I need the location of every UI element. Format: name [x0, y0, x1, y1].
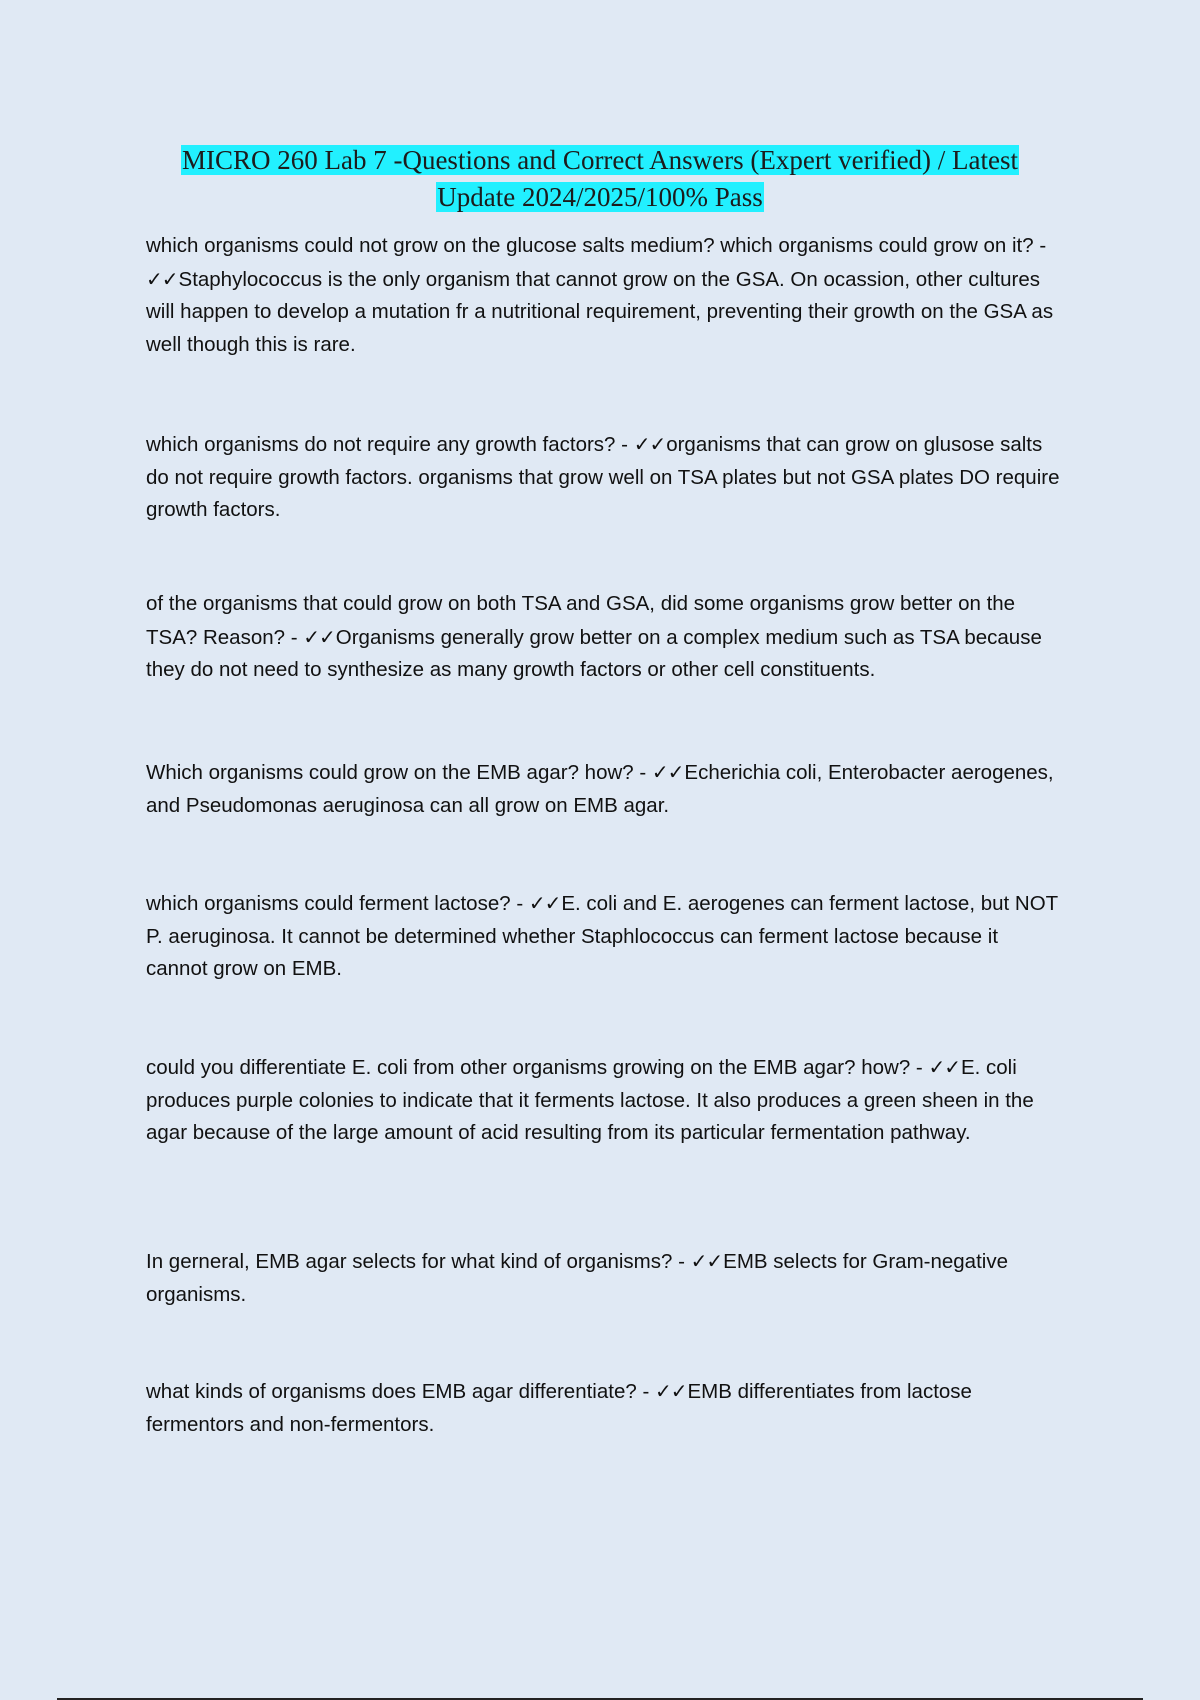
title-line-1: MICRO 260 Lab 7 -Questions and Correct Answers (Expert verified) / Latest — [181, 145, 1019, 175]
qa-item-2 — [146, 428, 1061, 527]
double-check-icon: ✓✓ — [654, 1379, 687, 1403]
answer-text: EMB selects for Gram-negative organisms. — [146, 1250, 1008, 1306]
double-check-icon: ✓✓ — [303, 624, 335, 649]
double-check-icon: ✓✓ — [633, 432, 666, 456]
answer-text: EMB differentiates from lactose fermentors and non-fermentors. — [146, 1380, 972, 1436]
qa-item-8 — [146, 1375, 1061, 1441]
separator: - — [633, 761, 652, 784]
answer-text: Echerichia coli, Enterobacter aerogenes, and Pseudomonas aeruginosa can all grow on EMB agar. — [146, 761, 1054, 817]
double-check-icon: ✓✓ — [928, 1055, 960, 1079]
separator: - — [636, 1380, 655, 1403]
double-check-icon: ✓✓ — [146, 266, 178, 291]
qa-item-1 — [146, 230, 1061, 361]
question-text: which organisms could not grow on the glucose salts medium? which organisms could grow on it? — [146, 234, 1034, 257]
question-text: which organisms do not require any growth factors? — [146, 433, 616, 456]
qa-item-3 — [146, 588, 1061, 687]
question-text: what kinds of organisms does EMB agar differentiate? — [146, 1380, 637, 1403]
question-text: In gerneral, EMB agar selects for what kind of organisms? — [146, 1250, 673, 1273]
qa-item-7 — [146, 1245, 1061, 1311]
double-check-icon: ✓✓ — [690, 1249, 723, 1273]
separator: - — [285, 625, 304, 649]
separator: - — [910, 1056, 929, 1079]
separator: - — [1033, 234, 1047, 257]
separator: - — [615, 433, 634, 456]
answer-text: Organisms generally grow better on a complex medium such as TSA because they do not need to synthesize as many growth factors or other cell constituents. — [146, 625, 1042, 681]
title-line-2: Update 2024/2025/100% Pass — [437, 182, 763, 212]
question-text: of the organisms that could grow on both TSA and GSA, did some organisms grow better on the TSA? Reason? — [146, 592, 1016, 649]
answer-text: Staphylococcus is the only organism that cannot grow on the GSA. On ocassion, other cultures will happen to develop a mutation fr a nutritional requirement, preventing their growth on the GSA as well though this is rare. — [146, 267, 1054, 356]
question-text: could you differentiate E. coli from other organisms growing on the EMB agar? how? — [146, 1056, 911, 1079]
qa-item-5 — [146, 887, 1061, 986]
answer-text: organisms that can grow on glusose salts do not require growth factors. organisms that grow well on TSA plates but not GSA plates DO require growth factors. — [146, 433, 1060, 521]
answer-text: E. coli produces purple colonies to indicate that it ferments lactose. It also produces a green sheen in the agar because of the large amount of acid resulting from its particular fermentation pathway. — [146, 1056, 1034, 1144]
answer-text: E. coli and E. aerogenes can ferment lactose, but NOT P. aeruginosa. It cannot be determined whether Staphlococcus can ferment lactose because it cannot grow on EMB. — [146, 892, 1058, 980]
qa-item-4 — [146, 756, 1061, 822]
double-check-icon: ✓✓ — [528, 891, 561, 915]
qa-item-6 — [146, 1051, 1061, 1150]
separator: - — [672, 1250, 691, 1273]
question-text: Which organisms could grow on the EMB agar? how? — [146, 761, 634, 784]
document-title — [140, 142, 1060, 216]
question-text: which organisms could ferment lactose? — [146, 892, 511, 915]
double-check-icon: ✓✓ — [651, 760, 684, 784]
separator: - — [510, 892, 529, 915]
